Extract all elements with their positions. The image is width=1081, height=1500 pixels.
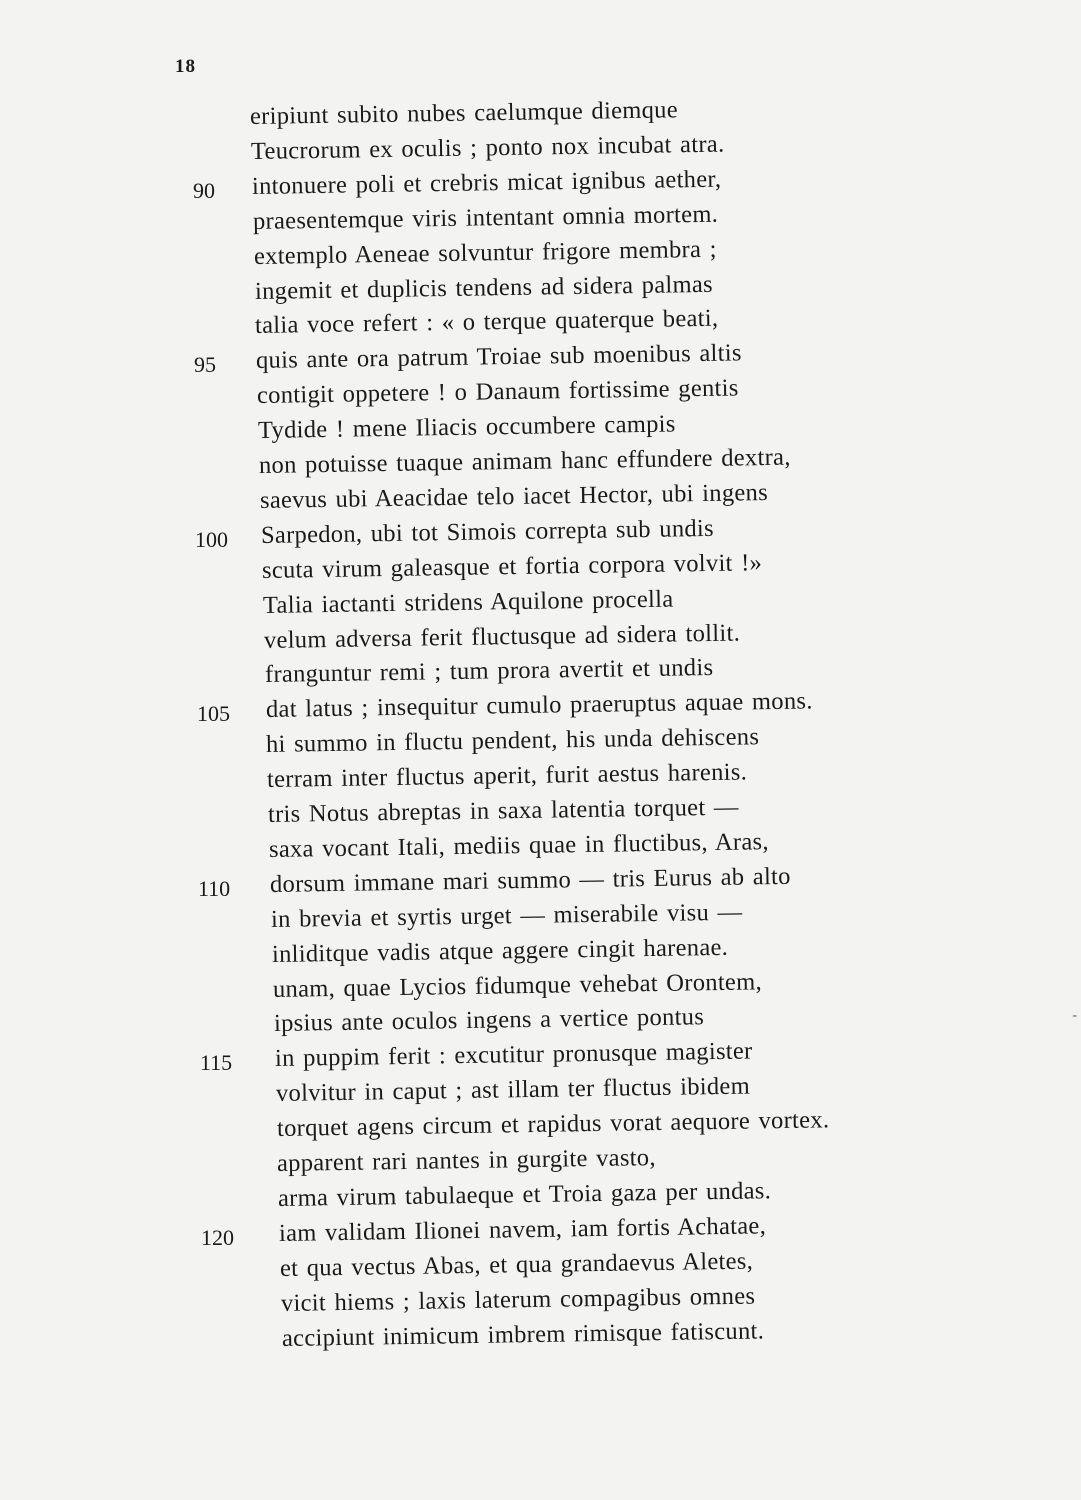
verse-line (277, 1103, 830, 1146)
verse-line-text: terram inter fluctus aperit, furit aestus harenis. (266, 758, 748, 793)
verse-line-text: in puppim ferit : excutitur pronusque magister (274, 1037, 753, 1072)
verse-line-text: eripiunt subito nubes caelumque diemque (249, 96, 679, 130)
verse-line-text: tris Notus abreptas in saxa latentia torquet — (267, 793, 739, 828)
line-number: 115 (200, 1050, 233, 1075)
line-number: 90 (193, 178, 215, 203)
line-number: 95 (194, 352, 216, 377)
verse-line-text: volvitur in caput ; ast illam ter fluctus ibidem (275, 1072, 751, 1107)
verse-line-text: non potuisse tuaque animam hanc effundere dextra, (258, 443, 791, 479)
verse-line-text: intonuere poli et crebris micat ignibus aether, (251, 165, 722, 200)
verse-line-text: unam, quae Lycios fidumque vehebat Orontem, (272, 968, 763, 1003)
line-number: 110 (198, 876, 231, 901)
verse-line-text: saevus ubi Aeacidae telo iacet Hector, ubi ingens (259, 479, 769, 514)
verse-line-text: accipiunt inimicum imbrem rimisque fatiscunt. (281, 1317, 765, 1352)
verse-line-text: dorsum immane mari summo — tris Eurus ab alto (269, 862, 791, 898)
verse-line (258, 407, 676, 448)
verse-line-text: Teucrorum ex oculis ; ponto nox incubat atra. (250, 130, 725, 165)
verse-line-text: iam validam Ilionei navem, iam fortis Achatae, (278, 1212, 767, 1247)
verse-line-text: ingemit et duplicis tendens ad sidera palmas (254, 270, 714, 305)
verse-line (277, 1141, 656, 1181)
verse-line (261, 512, 714, 553)
verse-line-text: ipsius ante oculos ingens a vertice pontus (273, 1003, 705, 1037)
verse-line-text: dat latus ; insequitur cumulo praeruptus aquae mons. (265, 687, 813, 723)
verse-line (274, 1000, 705, 1041)
verse-line (282, 1314, 765, 1356)
verse-line-text: talia voce refert : « o terque quaterque beati, (254, 304, 719, 339)
verse-line-text: Tydide ! mene Iliacis occumbere campis (257, 410, 676, 444)
verse-line-text: Sarpedon, ubi tot Simois correpta sub undis (260, 514, 715, 549)
verse-line-text: saxa vocant Itali, mediis quae in fluctibus, Aras, (268, 828, 769, 863)
verse-line-text: inliditque vadis atque aggere cingit harenae. (271, 933, 729, 968)
verse-line (250, 93, 678, 134)
verse-line-text: praesentemque viris intentant omnia mortem. (252, 200, 719, 235)
verse-line-text: contigit oppetere ! o Danaum fortissime gentis (256, 374, 739, 409)
verse-line (263, 583, 674, 623)
verse-line-text: Talia iactanti stridens Aquilone procella (262, 585, 674, 619)
verse-line-text: apparent rari nantes in gurgite vasto, (276, 1144, 656, 1177)
verse-line-text: torquet agens circum et rapidus vorat aequore vortex. (276, 1106, 830, 1142)
line-number: 100 (195, 527, 228, 552)
verse-line-text: quis ante ora patrum Troiae sub moenibus altis (255, 339, 742, 374)
verse-line-text: arma virum tabulaeque et Troia gaza per undas. (277, 1177, 772, 1212)
verse-line-text: hi summo in fluctu pendent, his unda dehiscens (265, 723, 760, 758)
verse-line-text: in brevia et syrtis urget — miserabile visu — (270, 898, 743, 933)
verse-line (255, 302, 719, 343)
verse-line-text: et qua vectus Abas, et qua grandaevus Aletes, (279, 1247, 754, 1282)
verse-line-text: vicit hiems ; laxis laterum compagibus omnes (280, 1282, 756, 1317)
verse-line (272, 931, 729, 972)
verse-line-text: velum adversa ferit fluctusque ad sidera tollit. (263, 619, 741, 654)
verse-line-text: extemplo Aeneae solvuntur frigore membra ; (253, 235, 717, 270)
line-number: 120 (201, 1225, 234, 1250)
page-number: 18 (175, 56, 196, 77)
edge-mark: - (1072, 1008, 1077, 1023)
verse-line (265, 651, 714, 692)
verse-line (254, 233, 717, 274)
verse-line-text: franguntur remi ; tum prora avertit et undis (264, 653, 714, 688)
line-number: 105 (197, 701, 230, 726)
verse-line-text: scuta virum galeasque et fortia corpora volvit !» (261, 549, 763, 584)
verse-line (262, 546, 763, 588)
